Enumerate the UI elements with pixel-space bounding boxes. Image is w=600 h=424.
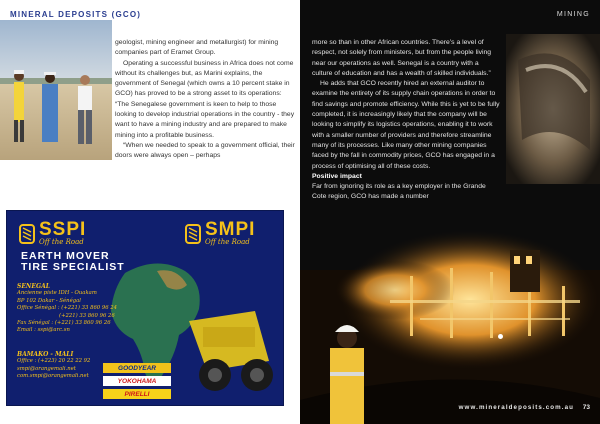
contact-line: Email : sspi@arc.sn [17, 327, 70, 334]
sspi-tagline: Off the Road [39, 238, 84, 246]
smpi-brand: SMPI [205, 219, 256, 240]
sspi-advertisement [6, 210, 284, 406]
contact-line: Ancienne piste IDH - Ouakam [17, 290, 97, 297]
goodyear-badge: GOODYEAR [103, 363, 171, 373]
section-title-left: MINERAL DEPOSITS (GCO) [10, 10, 142, 19]
right-column-text [312, 38, 500, 203]
paragraph: He adds that GCO recently hired an external auditor to examine the entirety of its supply chain operations in order to find savings and promote efficiency. While this is yet to be fully completed, it is increasingly likely that the company will be looking to simplify its logistics operations, enabling it to work with a smaller number of providers and therefore streamline many of its processes. Like many other mining companies faced by the fall in commodity prices, GCO has engaged in a process of optimising all of these costs. [312, 80, 500, 170]
paragraph: geologist, mining engineer and metallurgist) for mining companies part of Eramet Group. [115, 39, 279, 57]
left-column-text [115, 38, 295, 162]
ad-title-line: EARTH MOVER [21, 250, 110, 262]
contact-heading: BAMAKO - MALI [17, 351, 74, 358]
footer-url[interactable]: www.mineraldeposits.com.au [458, 404, 574, 411]
subheading: Positive impact [312, 172, 362, 180]
officials-photo [0, 20, 112, 160]
paragraph: “When we needed to speak to a government official, their doors were always open – perhaps [115, 141, 295, 160]
contact-line: Fax Sénégal : (+221) 33 860 96 26 [17, 320, 111, 327]
contact-line: smpi@orangemali.net [17, 365, 76, 372]
sspi-logo [19, 221, 86, 246]
mali-contact [17, 351, 90, 381]
sspi-brand: SSPI [39, 219, 87, 240]
section-title-right: MINING [556, 11, 590, 18]
tire-icon [185, 224, 201, 244]
pirelli-badge: PIRELLI [103, 389, 171, 399]
paragraph: Far from ignoring its role as a key employer in the Grande Cote region, GCO has made a number [312, 183, 486, 201]
senegal-contact [17, 283, 117, 335]
contact-line: (+221) 33 860 96 26 [59, 312, 115, 319]
smpi-tagline: Off the Road [205, 238, 250, 246]
yokohama-badge: YOKOHAMA [103, 376, 171, 386]
page-number: 73 [582, 404, 590, 411]
contact-line: Office Sénégal : (+221) 33 860 96 24 [17, 305, 118, 312]
caption-dot-icon [498, 334, 503, 339]
ad-title-line: TIRE SPECIALIST [21, 261, 125, 273]
contact-line: com.smpi@orangemali.net [17, 373, 89, 380]
paragraph: Operating a successful business in Africa does not come without its challenges but, as Marini explains, the government of Senegal (which owns a 10 percent stake in GCO) has proved to be a strong asset to its operations: “The Senegalese government is keen to help to those looking to develop industrial operations in the country - they want to have a mining industry and are prepared to make mining into a profitable business. [115, 59, 295, 139]
contact-line: BP 102 Dakar - Sénégal [17, 297, 81, 304]
tire-brand-badges [103, 363, 171, 402]
contact-line: Office : (+223) 20 22 22 92 [17, 358, 91, 365]
tire-icon [19, 224, 35, 244]
smpi-logo [185, 221, 255, 246]
ad-title [21, 251, 125, 273]
contact-heading: SENEGAL [17, 283, 50, 290]
right-page [300, 0, 600, 424]
paragraph: more so than in other African countries. There’s a level of respect, not solely from ministers, but from the people living near our operations as well. Senegal is a country with a culture of education and has a wealth of skilled individuals.” [312, 39, 492, 77]
